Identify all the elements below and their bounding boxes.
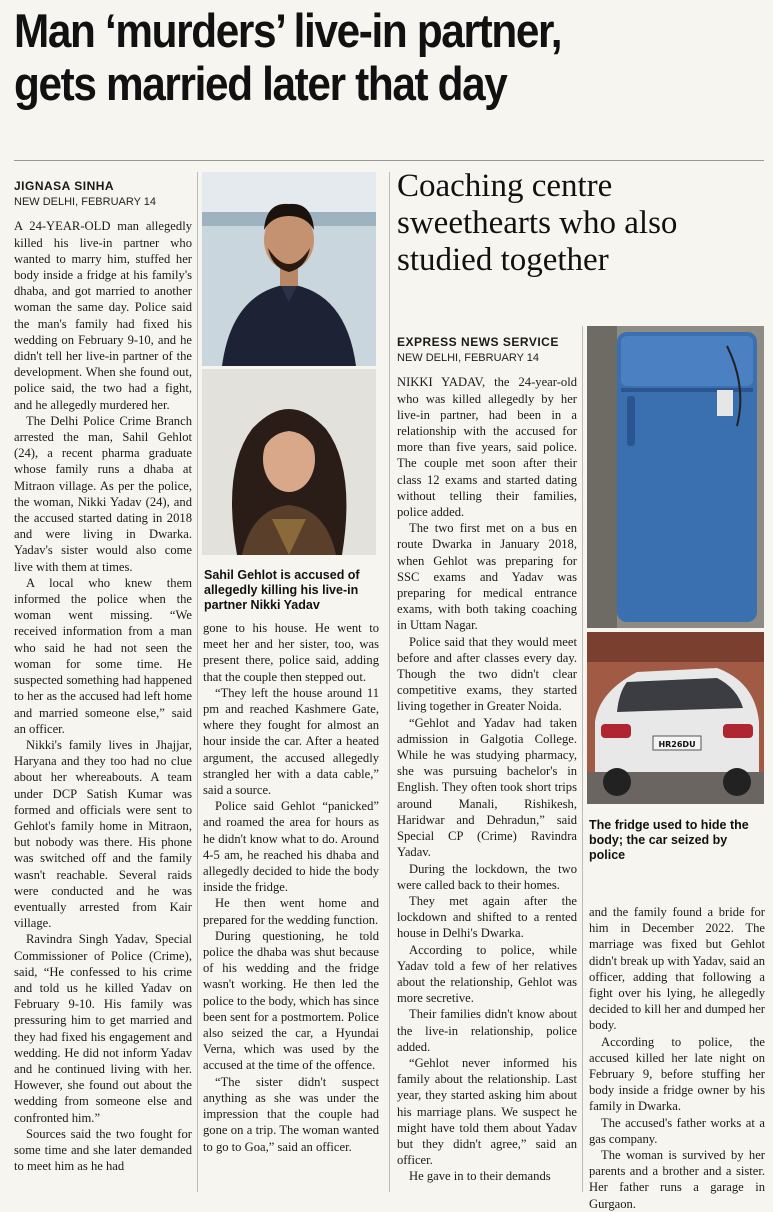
story1-byline: JIGNASA SINHA [14,179,115,193]
article-paragraph: NIKKI YADAV, the 24-year-old who was killed allegedly by her live-in partner, had been in a relationship with the accused for more than five years, said police. The couple met soon after their class 12 exams and started dating without telling their families, police added. [397,375,577,520]
photo-nikki-yadav [202,369,376,555]
article-paragraph: During the lockdown, the two were called back to their homes. [397,861,577,892]
article-paragraph: Police said Gehlot “panicked” and roamed the area for hours as he didn't know what to do. Around 4-5 am, he reached his dhaba and allegedly decided to hide the body inside the fridge. [203,799,379,895]
story2-byline: EXPRESS NEWS SERVICE [397,335,559,349]
headline-line-2: gets married later that day [14,57,507,110]
article-paragraph: Nikki's family lives in Jhajjar, Haryana and they too had no clue about her whereabouts. A team under DCP Satish Kumar was formed and officials were sent to Gehlot's family home in Mitraon, but nobody was there. His phone was switched off and the family wasn't reachable. Several raids were conducted and he was eventually arrested from Kair village. [14,737,192,931]
article-paragraph: The Delhi Police Crime Branch arrested the man, Sahil Gehlot (24), a recent pharma graduate whose family runs a dhaba at Mitraon village. As per the police, the woman, Nikki Yadav (24), and the accused started dating in 2018 and were living in Dwarka. Yadav's sister would also come live with them at times. [14,413,192,574]
article-paragraph: The two first met on a bus en route Dwarka in January 2018, when Gehlot was preparing for SSC exams and Yadav was preparing for medical entrance exams, with both taking coaching in Uttam Nagar. [397,521,577,633]
article-paragraph: “The sister didn't suspect anything as she was under the impression that the couple had gone on a trip. The woman wanted to go to Goa,” said an officer. [203,1074,379,1154]
story1-column-1 [14,178,192,1174]
article-paragraph: gone to his house. He went to meet her and her sister, too, was present there, police said, adding that the couple then stepped out. [203,621,379,684]
article-paragraph: According to police, the accused killed her late night on February 9, before stuffing her body inside a fridge owner by his family in Dwarka. [589,1034,765,1114]
column-divider [197,172,198,1192]
column-divider [582,326,583,1192]
article-paragraph: He then went home and prepared for the wedding function. [203,896,379,927]
article-paragraph: A 24-YEAR-OLD man allegedly killed his live-in partner who wanted to marry him, stuffed her body inside a fridge at his family's dhaba, and got married to another woman the same day. Police said the man's family had fixed his wedding on February 9-10, and he didn't tell her live-in partner of the development. When she found out, police said, the two had a fight, and he allegedly murdered her. [14,219,192,412]
story2-headline: Coaching centre sweethearts who also studied together [397,168,678,278]
article-paragraph: They met again after the lockdown and shifted to a rented house in Delhi's Dwarka. [397,893,577,941]
car-plate: HR26DU [658,740,696,749]
story1-column-2 [203,620,379,1155]
story2-photo-caption: The fridge used to hide the body; the car seized by police [589,818,749,862]
story2-column-3 [397,334,577,1185]
article-paragraph: “Gehlot never informed his family about the relationship. Last year, they started asking him about his marriage plans. We suspect he might have told them about Yadav but they didn't agree,” said an officer. [397,1055,577,1168]
article-paragraph: Ravindra Singh Yadav, Special Commissioner of Police (Crime), said, “He confessed to his crime and told us he killed Yadav on February 9-10. His family was pressuring him to get married and they had fixed his engagement and wedding. He did not inform Yadav and he continued living with her. However, she found out about the wedding from someone else and confronted him.” [14,932,192,1125]
story1-dateline: NEW DELHI, FEBRUARY 14 [14,196,157,209]
story2-column-4 [589,904,765,1212]
main-headline [14,4,689,110]
article-paragraph: Sources said the two fought for some time and she later demanded to meet him as he had [14,1126,192,1174]
article-paragraph: The accused's father works at a gas company. [589,1115,765,1146]
article-paragraph: The woman is survived by her parents and a brother and a sister. Her father runs a garage in Gurgaon. [589,1148,765,1211]
article-paragraph: Their families didn't know about the live-in relationship, police added. [397,1007,577,1054]
photo-fridge [587,326,764,628]
headline-line-1: Man ‘murders’ live-in partner, [14,4,562,57]
article-paragraph: He gave in to their demands [409,1169,551,1184]
story1-photo-caption: Sahil Gehlot is accused of allegedly killing his live-in partner Nikki Yadav [204,568,360,612]
article-paragraph: and the family found a bride for him in December 2022. The marriage was fixed but Gehlot didn't break up with Yadav, said an officer, adding that following a fight over his lying, he allegedly decided to kill her and dumped her body. [589,905,765,1033]
article-paragraph: A local who knew them informed the police when the woman went missing. “We received information from a man who said he had not seen the woman for some time. He suspected something had happened to her as the accused had left home and married someone else,” said an officer. [14,575,192,736]
photo-car [587,632,764,804]
article-paragraph: Police said that they would meet before and after classes every day. Though the two didn't clear competitive exams, they started living together in Greater Noida. [397,634,577,714]
column-divider [389,172,390,1192]
story2-dateline: NEW DELHI, FEBRUARY 14 [397,352,540,365]
article-paragraph: According to police, while Yadav told a few of her relatives about the relationship, Gehlot was more secretive. [397,942,577,1006]
article-paragraph: “Gehlot and Yadav had taken admission in Galgotia College. While he was studying pharmacy, she was pursuing bachelor's in English. They often took short trips around Manali, Rishikesh, Haridwar and Dehradun,” said Special CP (Crime) Ravindra Yadav. [397,715,577,860]
article-paragraph: During questioning, he told police the dhaba was shut because of his wedding and the fridge wasn't working. He then led the police to the body, which has since been sent for a postmortem. Police also seized the car, a Hyundai Verna, which was used by the accused at the time of the offence. [203,928,379,1073]
headline-rule [14,160,764,161]
photo-sahil-gehlot [202,172,376,366]
article-paragraph: “They left the house around 11 pm and reached Kashmere Gate, where they fought for almost an hour inside the car. After a heated argument, the accused allegedly strangled her with a data cable,” said a source. [203,685,379,798]
